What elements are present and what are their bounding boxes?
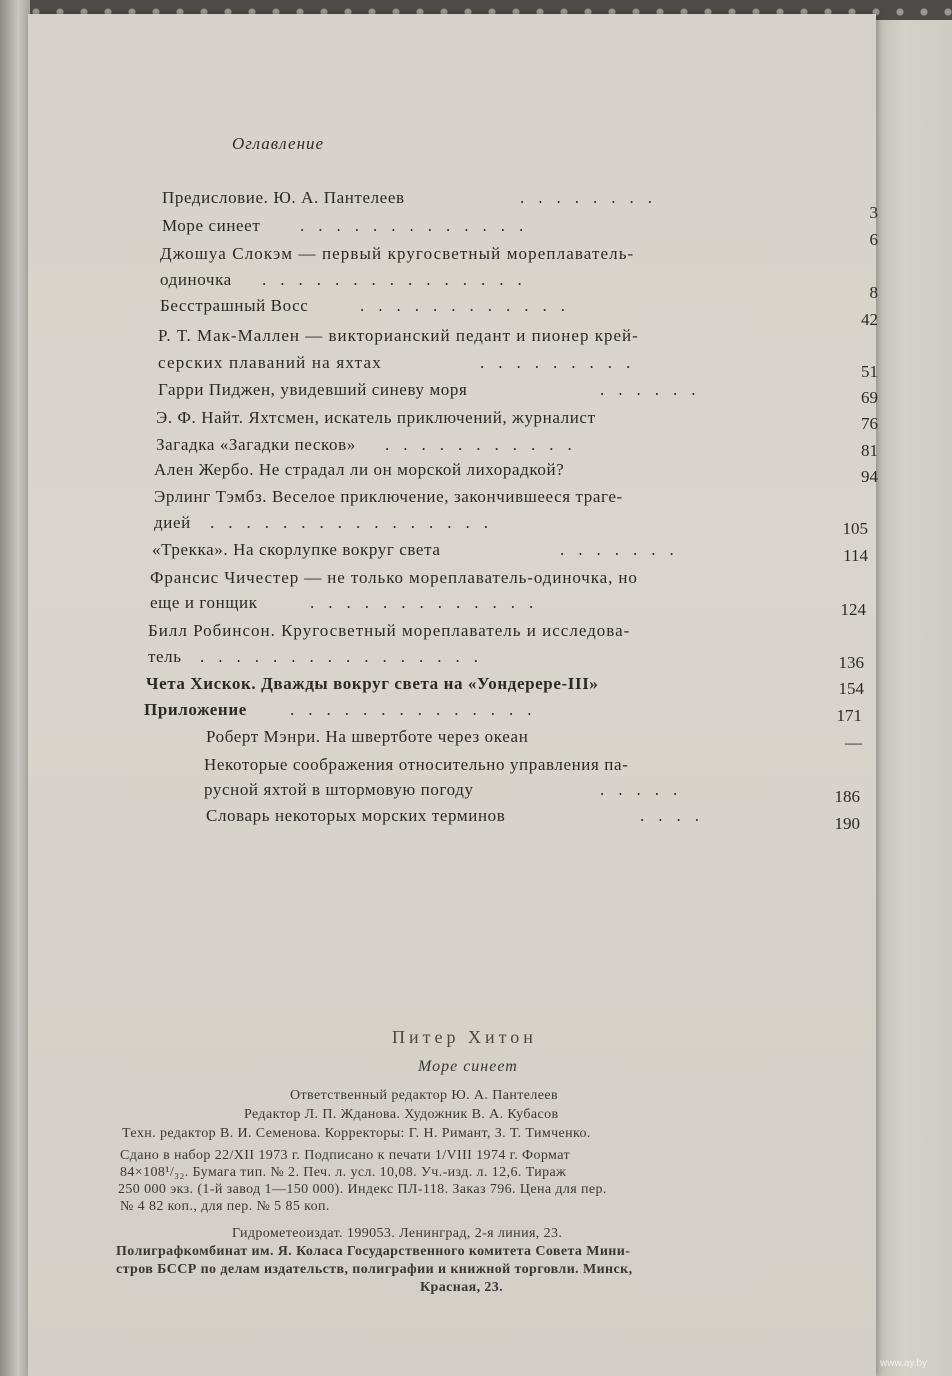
toc-entry: тель xyxy=(148,647,182,666)
toc-page-number: 154 xyxy=(838,679,864,698)
toc-entry: Р. Т. Мак-Маллен — викторианский педант и пионер крей- xyxy=(158,326,639,345)
toc-entry: Некоторые соображения относительно управления па- xyxy=(204,755,629,774)
imprint-line: 250 000 экз. (1-й завод 1—150 000). Индекс ПЛ-118. Заказ 796. Цена для пер. xyxy=(118,1182,607,1197)
imprint-line: Редактор Л. П. Жданова. Художник В. А. Кубасов xyxy=(244,1107,559,1122)
toc-entry: серских плаваний на яхтах xyxy=(158,353,382,372)
toc-page-number: 124 xyxy=(840,600,866,619)
toc-entry: Бесстрашный Восс xyxy=(160,296,309,315)
toc-page-number: 76 xyxy=(861,414,878,433)
imprint-title: Море синеет xyxy=(418,1058,518,1075)
toc-page-number: 6 xyxy=(869,230,878,249)
toc-entry: русной яхтой в штормовую погоду xyxy=(204,780,474,799)
toc-page-number: 3 xyxy=(869,203,878,222)
toc-entry: Э. Ф. Найт. Яхтсмен, искатель приключений, журналист xyxy=(156,408,596,427)
toc-entry: Роберт Мэнри. На швертботе через океан xyxy=(206,727,529,746)
toc-entry: Билл Робинсон. Кругосветный мореплаватель и исследова- xyxy=(148,621,631,640)
toc-leader: .............. xyxy=(290,700,546,719)
imprint-line: Гидрометеоиздат. 199053. Ленинград, 2-я линия, 23. xyxy=(232,1226,563,1241)
toc-leader: ..... xyxy=(600,780,692,799)
toc-entry: Море синеет xyxy=(162,216,261,235)
toc-page-number: 81 xyxy=(861,441,878,460)
toc-page-number: 171 xyxy=(836,706,862,725)
toc-leader: ............ xyxy=(360,296,579,315)
toc-entry: «Трекка». На скорлупке вокруг света xyxy=(152,540,441,559)
toc-entry: одиночка xyxy=(160,270,232,289)
imprint-line: стров БССР по делам издательств, полиграфии и книжной торговли. Минск, xyxy=(116,1262,633,1277)
toc-entry: Ален Жербо. Не страдал ли он морской лихорадкой? xyxy=(154,460,565,479)
imprint-author: Питер Хитон xyxy=(392,1027,537,1047)
imprint-line: 84×108¹/₃₂. Бумага тип. № 2. Печ. л. усл. 10,08. Уч.-изд. л. 12,6. Тираж xyxy=(120,1165,567,1180)
toc-page-number: — xyxy=(845,733,862,752)
toc-leader: ................ xyxy=(210,513,502,532)
toc-entry: Эрлинг Тэмбз. Веселое приключение, закончившееся траге- xyxy=(154,487,623,506)
toc-leader: ................ xyxy=(200,647,492,666)
toc-page-number: 8 xyxy=(869,283,878,302)
imprint-line: Полиграфкомбинат им. Я. Коласа Государственного комитета Совета Мини- xyxy=(116,1244,631,1259)
toc-leader: ......... xyxy=(480,353,645,372)
toc-entry: еще и гонщик xyxy=(150,593,258,612)
watermark: www.ay.by xyxy=(880,1358,928,1369)
toc-page-number: 186 xyxy=(834,787,860,806)
toc-leader: ............. xyxy=(300,216,538,235)
toc-entry: Загадка «Загадки песков» xyxy=(156,435,356,454)
toc-entry: Гарри Пиджен, увидевший синеву моря xyxy=(158,380,468,399)
toc-leader: ........ xyxy=(520,188,666,207)
toc-entry: Словарь некоторых морских терминов xyxy=(206,806,506,825)
toc-entry: Приложение xyxy=(144,700,247,719)
toc-leader: ........... xyxy=(385,435,586,454)
toc-page-number: 42 xyxy=(861,310,878,329)
toc-leader: ............. xyxy=(310,593,548,612)
imprint-line: Техн. редактор В. И. Семенова. Корректоры: Г. Н. Римант, З. Т. Тимченко. xyxy=(122,1126,591,1141)
imprint-line: № 4 82 коп., для пер. № 5 85 коп. xyxy=(120,1199,330,1214)
imprint-line: Красная, 23. xyxy=(420,1280,504,1295)
imprint-line: Ответственный редактор Ю. А. Пантелеев xyxy=(290,1088,559,1103)
toc-leader: ............... xyxy=(262,270,536,289)
toc-entry: Франсис Чичестер — не только мореплаватель-одиночка, но xyxy=(150,568,638,587)
toc-entry: Чета Хискок. Дважды вокруг света на «Уондерере-III» xyxy=(146,674,599,693)
toc-page-number: 105 xyxy=(842,519,868,538)
toc-leader: ...... xyxy=(600,380,710,399)
toc-leader: ....... xyxy=(560,540,688,559)
toc-entry: дией xyxy=(154,513,191,532)
toc-leader: .... xyxy=(640,806,713,825)
toc-entry: Предисловие. Ю. А. Пантелеев xyxy=(162,188,405,207)
imprint-line: Сдано в набор 22/XII 1973 г. Подписано к печати 1/VIII 1974 г. Формат xyxy=(120,1148,570,1163)
toc-page-number: 190 xyxy=(834,814,860,833)
toc-page-number: 114 xyxy=(843,546,868,565)
toc-entry: Джошуа Слокэм — первый кругосветный мореплаватель- xyxy=(160,244,635,263)
toc-title: Оглавление xyxy=(232,134,325,153)
toc-page-number: 51 xyxy=(861,362,878,381)
toc-page-number: 94 xyxy=(861,467,878,486)
toc-page-number: 69 xyxy=(861,388,878,407)
toc-page-number: 136 xyxy=(838,653,864,672)
